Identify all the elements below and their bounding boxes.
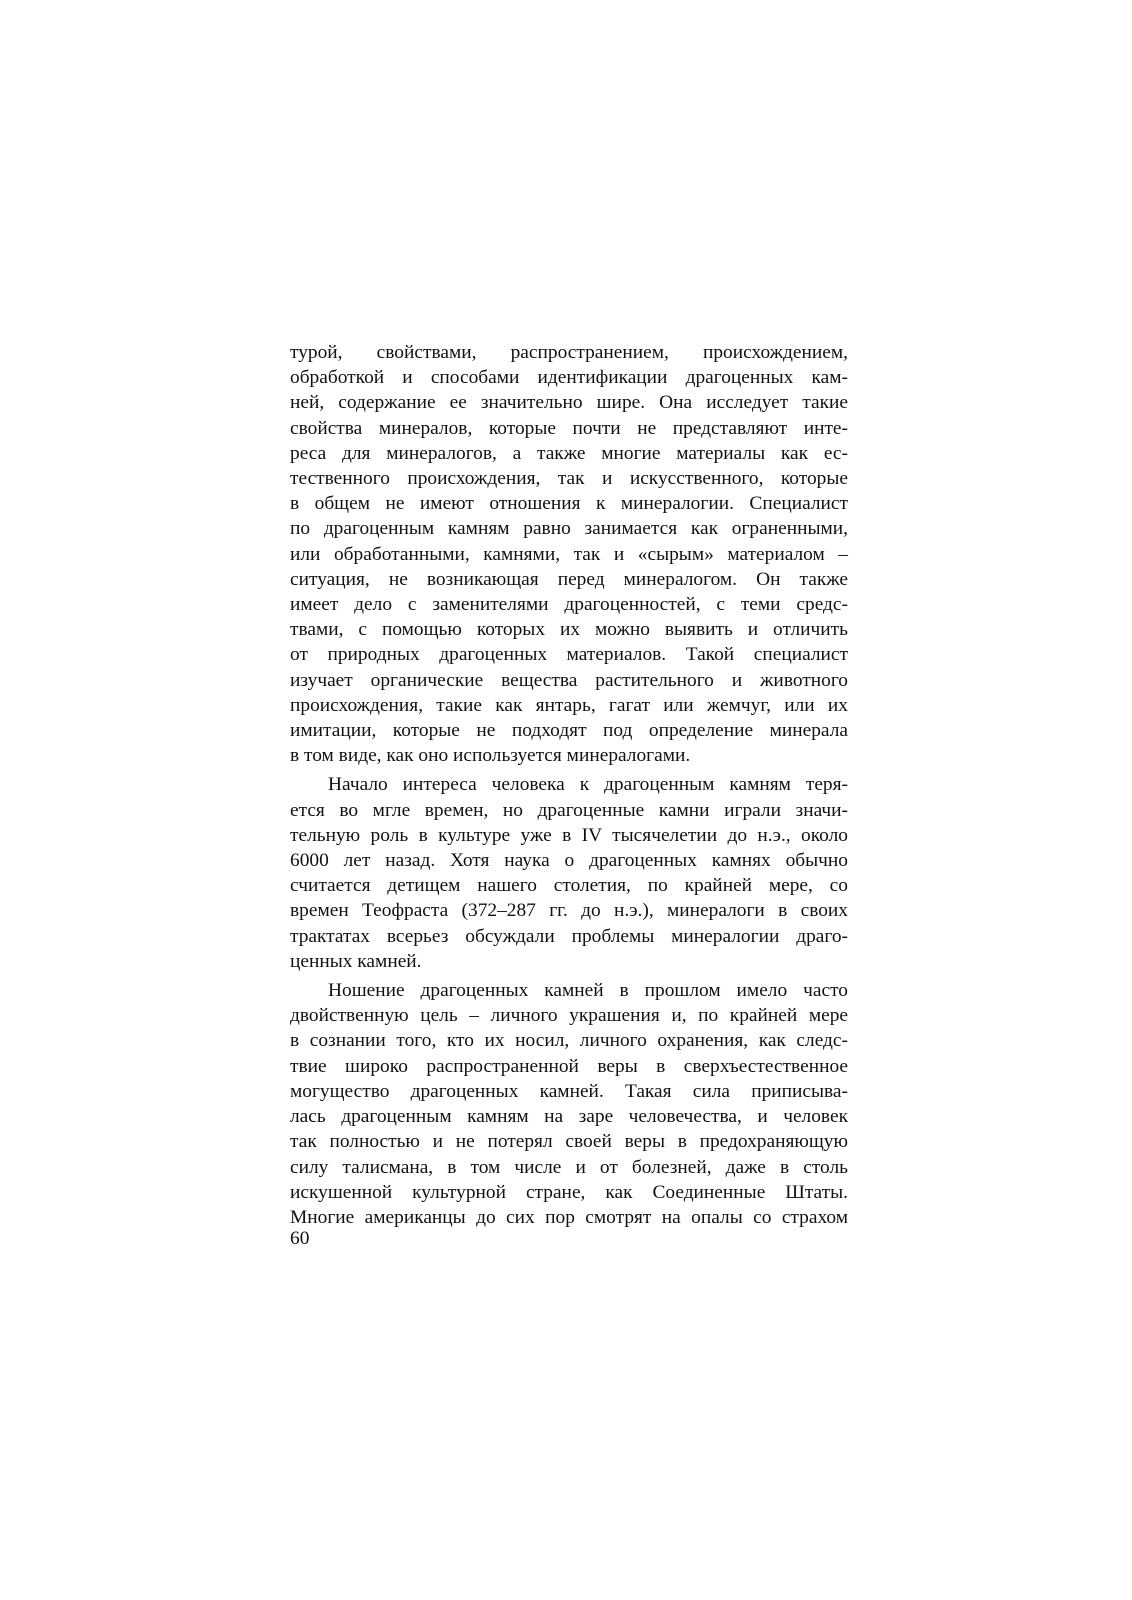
text-line: ней, содержание ее значительно шире. Она исследует такие [290,392,848,414]
text-line: по драгоценным камням равно занимается как ограненными, [290,518,848,540]
text-line: тельную роль в культуре уже в IV тысячелетии до н.э., около [290,824,848,846]
text-line: или обработанными, камнями, так и «сырым» материалом – [290,543,848,565]
text-line: турой, свойствами, распространением, происхождением, [290,342,848,363]
text-line: тественного происхождения, так и искусственного, которые [290,468,848,490]
text-line: лась драгоценным камням на заре человечества, и человек [290,1106,848,1128]
text-line: реса для минералогов, а также многие материалы как ес- [290,442,848,464]
text-line: силу талисмана, в том числе и от болезней, даже в столь [290,1156,848,1178]
paragraph-1 [290,340,848,768]
text-line: в сознании того, кто их носил, личного охранения, как следс- [290,1030,848,1052]
text-line: происхождения, такие как янтарь, гагат или жемчуг, или их [290,694,848,716]
paragraph-3 [290,978,848,1230]
text-line: считается детищем нашего столетия, по крайней мере, со [290,875,848,897]
paragraph-2 [290,772,848,974]
text-line: трактатах всерьез обсуждали проблемы минералогии драго- [290,925,848,947]
text-line: твие широко распространенной веры в сверхъестественное [290,1055,848,1077]
text-line: в общем не имеют отношения к минералогии. Специалист [290,493,848,515]
text-line: Начало интереса человека к драгоценным камням теря- [328,774,848,796]
text-line: имитации, которые не подходят под определение минерала [290,720,848,742]
text-line: искушенной культурной стране, как Соединенные Штаты. [290,1181,848,1203]
text-line: Многие американцы до сих пор смотрят на опалы со страхом [290,1206,848,1228]
body-text [290,340,848,1234]
text-line: в том виде, как оно используется минералогами. [290,745,691,767]
text-line: 6000 лет назад. Хотя наука о драгоценных камнях обычно [290,850,848,872]
text-line: свойства минералов, которые почти не представляют инте- [290,417,848,439]
page-number: 60 [290,1228,310,1249]
text-line: ется во мгле времен, но драгоценные камни играли значи- [290,799,848,821]
text-line: могущество драгоценных камней. Такая сила приписыва- [290,1080,848,1102]
text-line: изучает органические вещества растительного и животного [290,669,848,691]
text-line: от природных драгоценных материалов. Такой специалист [290,644,848,666]
text-line: имеет дело с заменителями драгоценностей, с теми средс- [290,594,848,616]
text-line: двойственную цель – личного украшения и, по крайней мере [290,1005,848,1027]
text-line: ситуация, не возникающая перед минералогом. Он также [290,568,848,590]
text-line: ценных камней. [290,950,422,972]
text-line: так полностью и не потерял своей веры в предохраняющую [290,1131,848,1153]
text-line: Ношение драгоценных камней в прошлом имело часто [328,980,848,1002]
text-line: времен Теофраста (372–287 гг. до н.э.), минералоги в своих [290,900,848,922]
text-line: твами, с помощью которых их можно выявить и отличить [290,619,848,641]
text-line: обработкой и способами идентификации драгоценных кам- [290,367,848,389]
